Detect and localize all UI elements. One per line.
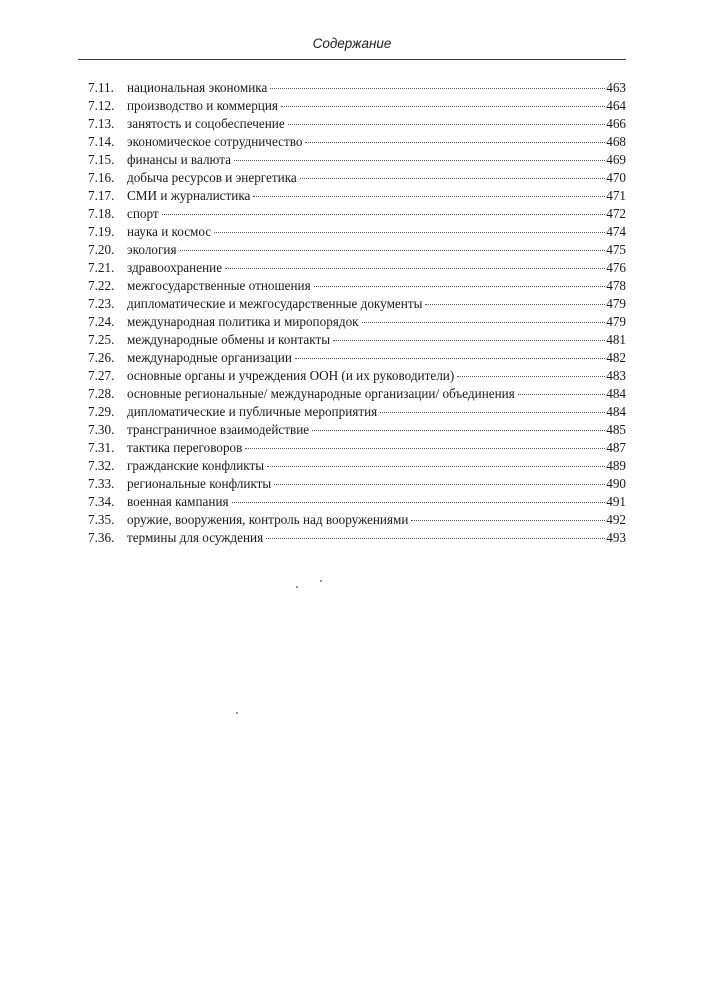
toc-entry-number: 7.25. — [88, 332, 115, 347]
toc-entry-title: производство и коммерция — [127, 98, 278, 113]
toc-entry-title: финансы и валюта — [127, 152, 231, 167]
toc-entry[interactable] — [88, 421, 626, 439]
dot-leader — [232, 502, 606, 503]
toc-entry[interactable] — [88, 349, 626, 367]
toc-entry[interactable] — [88, 277, 626, 295]
toc-entry[interactable] — [88, 295, 626, 313]
dot-leader — [253, 196, 605, 197]
toc-entry-number: 7.30. — [88, 422, 115, 437]
toc-entry-page: 492 — [606, 512, 626, 527]
toc-entry-number: 7.13. — [88, 116, 115, 131]
dot-leader — [214, 232, 605, 233]
toc-entry[interactable] — [88, 529, 626, 547]
toc-entry-title: спорт — [127, 206, 159, 221]
dot-leader — [267, 466, 605, 467]
toc-entry-title: международные обмены и контакты — [127, 332, 331, 347]
toc-entry-number: 7.17. — [88, 188, 115, 203]
toc-entry-number: 7.11. — [88, 80, 114, 95]
toc-entry[interactable] — [88, 205, 626, 223]
toc-entry-title: наука и космос — [127, 224, 212, 239]
toc-entry[interactable] — [88, 493, 626, 511]
toc-entry-page: 485 — [606, 422, 626, 437]
dot-leader — [295, 358, 605, 359]
toc-entry-page: 463 — [606, 80, 626, 95]
dot-leader — [270, 88, 605, 89]
toc-entry-number: 7.31. — [88, 440, 115, 455]
dot-leader — [162, 214, 606, 215]
toc-entry-title: экономическое сотрудничество — [127, 134, 303, 149]
toc-entry[interactable] — [88, 403, 626, 421]
scan-speck — [320, 580, 322, 582]
toc-entry-page: 490 — [606, 476, 626, 491]
dot-leader — [380, 412, 605, 413]
dot-leader — [314, 286, 606, 287]
toc-entry-number: 7.36. — [88, 530, 115, 545]
toc-entry-page: 481 — [606, 332, 626, 347]
toc-entry[interactable] — [88, 259, 626, 277]
toc-entry[interactable] — [88, 367, 626, 385]
toc-entry-number: 7.18. — [88, 206, 115, 221]
toc-entry[interactable] — [88, 241, 626, 259]
toc-entry-title: межгосударственные отношения — [127, 278, 311, 293]
toc-entry-page: 491 — [606, 494, 626, 509]
toc-entry-page: 474 — [606, 224, 626, 239]
toc-entry-title: термины для осуждения — [127, 530, 264, 545]
toc-entry-number: 7.26. — [88, 350, 115, 365]
toc-entry-number: 7.15. — [88, 152, 115, 167]
toc-entry-title: международная политика и миропорядок — [127, 314, 359, 329]
toc-entry-title: экология — [127, 242, 177, 257]
dot-leader — [362, 322, 606, 323]
toc-entry-page: 471 — [606, 188, 626, 203]
dot-leader — [305, 142, 605, 143]
toc-entry-page: 487 — [606, 440, 626, 455]
dot-leader — [411, 520, 605, 521]
toc-entry[interactable] — [88, 187, 626, 205]
toc-entry-page: 472 — [606, 206, 626, 221]
toc-entry-number: 7.22. — [88, 278, 115, 293]
toc-entry-number: 7.14. — [88, 134, 115, 149]
toc-entry-title: международные организации — [127, 350, 292, 365]
dot-leader — [425, 304, 605, 305]
toc-entry-title: национальная экономика — [127, 80, 268, 95]
dot-leader — [281, 106, 605, 107]
toc-entry[interactable] — [88, 79, 626, 97]
toc-entry[interactable] — [88, 151, 626, 169]
toc-entry-page: 493 — [606, 530, 626, 545]
toc-entry[interactable] — [88, 511, 626, 529]
toc-entry[interactable] — [88, 223, 626, 241]
toc-entry-title: тактика переговоров — [127, 440, 243, 455]
toc-entry-title: гражданские конфликты — [127, 458, 265, 473]
toc-entry-title: добыча ресурсов и энергетика — [127, 170, 297, 185]
toc-entry-number: 7.20. — [88, 242, 115, 257]
toc-entry[interactable] — [88, 313, 626, 331]
toc-entry-page: 479 — [606, 296, 626, 311]
dot-leader — [333, 340, 605, 341]
toc-entry-page: 476 — [606, 260, 626, 275]
toc-entry[interactable] — [88, 169, 626, 187]
toc-entry-number: 7.34. — [88, 494, 115, 509]
toc-entry-title: основные органы и учреждения ООН (и их руководители) — [127, 368, 455, 383]
toc-entry-title: региональные конфликты — [127, 476, 272, 491]
dot-leader — [245, 448, 605, 449]
dot-leader — [288, 124, 606, 125]
toc-entry[interactable] — [88, 439, 626, 457]
toc-entry-page: 484 — [606, 386, 626, 401]
dot-leader — [300, 178, 605, 179]
dot-leader — [457, 376, 605, 377]
dot-leader — [274, 484, 605, 485]
scan-speck — [236, 712, 238, 714]
toc-entry-page: 483 — [606, 368, 626, 383]
toc-entry[interactable] — [88, 331, 626, 349]
toc-entry-number: 7.33. — [88, 476, 115, 491]
table-of-contents — [88, 79, 626, 547]
toc-entry[interactable] — [88, 115, 626, 133]
toc-entry-number: 7.28. — [88, 386, 115, 401]
toc-entry-title: дипломатические и публичные мероприятия — [127, 404, 378, 419]
toc-entry-number: 7.24. — [88, 314, 115, 329]
toc-entry-number: 7.27. — [88, 368, 115, 383]
toc-entry-number: 7.21. — [88, 260, 115, 275]
dot-leader — [518, 394, 605, 395]
toc-entry-title: оружие, вооружения, контроль над вооружениями — [127, 512, 409, 527]
toc-entry-title: СМИ и журналистика — [127, 188, 251, 203]
toc-entry[interactable] — [88, 457, 626, 475]
toc-entry-page: 489 — [606, 458, 626, 473]
toc-entry-title: военная кампания — [127, 494, 229, 509]
dot-leader — [234, 160, 605, 161]
toc-entry-page: 468 — [606, 134, 626, 149]
toc-entry-number: 7.23. — [88, 296, 115, 311]
toc-entry[interactable] — [88, 97, 626, 115]
toc-entry-page: 482 — [606, 350, 626, 365]
toc-entry-number: 7.29. — [88, 404, 115, 419]
dot-leader — [312, 430, 605, 431]
running-head-title: Содержание — [312, 36, 392, 51]
toc-entry-page: 478 — [606, 278, 626, 293]
toc-entry-number: 7.19. — [88, 224, 115, 239]
toc-entry-page: 469 — [606, 152, 626, 167]
dot-leader — [266, 538, 605, 539]
toc-entry-page: 470 — [606, 170, 626, 185]
toc-entry-number: 7.12. — [88, 98, 115, 113]
toc-entry-page: 466 — [606, 116, 626, 131]
toc-entry[interactable] — [88, 385, 626, 403]
toc-entry-title: дипломатические и межгосударственные документы — [127, 296, 423, 311]
toc-entry[interactable] — [88, 133, 626, 151]
toc-entry-page: 475 — [606, 242, 626, 257]
toc-entry-number: 7.32. — [88, 458, 115, 473]
toc-entry-number: 7.35. — [88, 512, 115, 527]
toc-entry-number: 7.16. — [88, 170, 115, 185]
toc-entry-page: 484 — [606, 404, 626, 419]
toc-entry-title: занятость и соцобеспечение — [127, 116, 285, 131]
toc-entry-title: здравоохранение — [127, 260, 223, 275]
header-rule — [78, 59, 626, 60]
toc-entry-title: основные региональные/ международные организации/ объединения — [127, 386, 515, 401]
toc-entry[interactable] — [88, 475, 626, 493]
dot-leader — [180, 250, 606, 251]
toc-entry-page: 464 — [606, 98, 626, 113]
toc-entry-title: трансграничное взаимодействие — [127, 422, 310, 437]
toc-entry-page: 479 — [606, 314, 626, 329]
scan-speck — [296, 586, 298, 588]
dot-leader — [225, 268, 605, 269]
